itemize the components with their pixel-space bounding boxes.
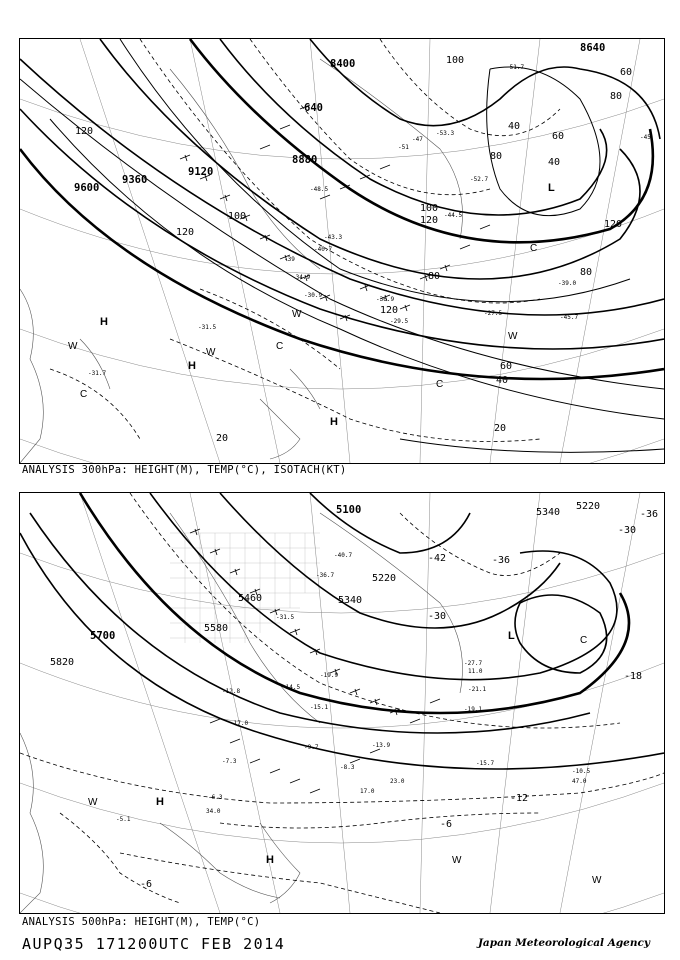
- isotach-label: 120: [420, 215, 439, 226]
- isotach-label: 20: [494, 423, 507, 434]
- station-temp: -43.3: [324, 234, 343, 241]
- height-label-5700: 5700: [90, 630, 116, 642]
- station-temp: -14.5: [282, 684, 301, 691]
- chart-code: AUPQ35 171200UTC FEB 2014: [22, 935, 286, 953]
- station-temp: -13.9: [372, 742, 391, 749]
- station-temp: -36.7: [316, 572, 335, 579]
- height-label-5100: 5100: [336, 504, 362, 516]
- isotach-label: 120: [380, 305, 399, 316]
- temp-label: -36: [492, 555, 511, 566]
- isotach-label: 80: [490, 151, 503, 162]
- high-center: H: [266, 854, 274, 866]
- station-temp: -15.7: [476, 760, 495, 767]
- chart-300hpa-map: [20, 39, 664, 463]
- wind-barbs: [190, 529, 440, 793]
- chart-300hpa-caption: ANALYSIS 300hPa: HEIGHT(M), TEMP(°C), ISOTACH(KT): [22, 464, 347, 476]
- temp-label: -6: [440, 819, 453, 830]
- height-label-5580: 5580: [204, 623, 229, 634]
- height-label-9600: 9600: [74, 182, 100, 194]
- height-contours: [20, 39, 664, 379]
- station-temp: -40.7: [314, 246, 333, 253]
- height-label-9120: 9120: [188, 166, 214, 178]
- coastline: [20, 59, 463, 463]
- station-temp: -40.7: [334, 552, 353, 559]
- station-temp: -15.1: [310, 704, 329, 711]
- station-temp: -30.9: [304, 292, 323, 299]
- cold-marker: C: [80, 389, 88, 400]
- station-temp: -6.3: [208, 794, 223, 801]
- isotach-label: 60: [620, 67, 633, 78]
- station-temp: 23.0: [390, 778, 405, 785]
- station-temp: 17.0: [360, 788, 375, 795]
- isotach-label: 100: [228, 211, 247, 222]
- station-temp: -48.5: [310, 186, 329, 193]
- chart-300hpa: [19, 38, 665, 464]
- cold-marker: C: [436, 379, 444, 390]
- warm-marker: W: [68, 341, 78, 352]
- temp-label: -36: [640, 509, 659, 520]
- station-temp: -45.7: [560, 314, 579, 321]
- warm-marker: W: [508, 331, 518, 342]
- station-temp: -31.5: [198, 324, 217, 331]
- high-center: H: [156, 796, 164, 808]
- station-temp: -19.9: [320, 672, 339, 679]
- station-temp: -51: [398, 144, 409, 151]
- chart-500hpa: [19, 492, 665, 914]
- station-temp: -31.5: [276, 614, 295, 621]
- cold-marker: C: [276, 341, 284, 352]
- chart-500hpa-caption: ANALYSIS 500hPa: HEIGHT(M), TEMP(°C): [22, 916, 261, 928]
- station-temp: -39: [284, 256, 295, 263]
- temp-label: -42: [428, 553, 447, 564]
- station-temp: -12.8: [222, 688, 241, 695]
- station-temp: -19.1: [464, 706, 483, 713]
- isotach-label: 80: [428, 271, 441, 282]
- isotach-label: 80: [580, 267, 593, 278]
- station-temp: 34.0: [206, 808, 221, 815]
- station-temp: -10.5: [572, 768, 591, 775]
- warm-marker: W: [292, 309, 302, 320]
- station-temp: -44.5: [444, 212, 463, 219]
- cold-marker: C: [530, 243, 538, 254]
- temp-label: -6: [140, 879, 153, 890]
- station-temp: -5.1: [116, 816, 131, 823]
- warm-marker: W: [88, 797, 98, 808]
- station-temp: -9.7: [304, 744, 319, 751]
- isotach-label: 80: [610, 91, 623, 102]
- height-label-5340: 5340: [338, 595, 363, 606]
- warm-marker: W: [206, 347, 216, 358]
- isotach-label: 100: [446, 55, 465, 66]
- warm-marker: W: [592, 875, 602, 886]
- station-temp: -45: [640, 134, 651, 141]
- station-temp: -21.1: [468, 686, 487, 693]
- isotach-label: 100: [420, 203, 439, 214]
- station-temp: -8.3: [340, 764, 355, 771]
- station-temp: -39.0: [558, 280, 577, 287]
- station-temp: -27.7: [464, 660, 483, 667]
- graticule: [20, 39, 664, 463]
- station-temp: -17.0: [230, 720, 249, 727]
- height-label-8880: 8880: [292, 154, 318, 166]
- height-label-9360: 9360: [122, 174, 148, 186]
- isotach-label: 40: [508, 121, 521, 132]
- station-temp: -29.5: [390, 318, 409, 325]
- height-contours: [20, 493, 664, 769]
- isotach-label: 40: [548, 157, 561, 168]
- low-center: L: [548, 182, 555, 194]
- isotach-label: 120: [176, 227, 195, 238]
- chart-500hpa-map: [20, 493, 664, 913]
- height-label-8400: 8400: [330, 58, 356, 70]
- isotach-label: 40: [496, 375, 509, 386]
- isotach-label: 120: [75, 126, 94, 137]
- height-label-5820: 5820: [50, 657, 75, 668]
- cold-marker: C: [580, 635, 588, 646]
- isotach-label: 60: [500, 361, 513, 372]
- height-label-8640: 8640: [580, 42, 606, 54]
- high-center: H: [100, 316, 108, 328]
- temp-label: -30: [428, 611, 447, 622]
- low-center: L: [508, 630, 515, 642]
- station-temp: -53.3: [436, 130, 455, 137]
- station-temp: -31.7: [88, 370, 107, 377]
- station-temp: 47.0: [572, 778, 587, 785]
- temp-label: -18: [624, 671, 643, 682]
- temp-label: -30: [618, 525, 637, 536]
- station-temp: -7.3: [222, 758, 237, 765]
- station-temp: -36.9: [376, 296, 395, 303]
- isotachs: [20, 39, 664, 452]
- height-label-5340: 5340: [536, 507, 561, 518]
- station-temp: -51.7: [506, 64, 525, 71]
- isotach-label: 60: [552, 131, 565, 142]
- high-center: H: [188, 360, 196, 372]
- station-temp: -47: [412, 136, 423, 143]
- high-center: H: [330, 416, 338, 428]
- isotach-label: 120: [604, 219, 623, 230]
- height-label-5460: 5460: [238, 593, 263, 604]
- station-temp: 11.0: [468, 668, 483, 675]
- temp-label: -12: [510, 793, 529, 804]
- height-label-5220: 5220: [576, 501, 601, 512]
- isotach-label: 20: [216, 433, 229, 444]
- warm-marker: W: [452, 855, 462, 866]
- height-label-5220: 5220: [372, 573, 397, 584]
- station-temp: -52.7: [470, 176, 489, 183]
- station-temp: -34.9: [292, 274, 311, 281]
- height-label-640: 640: [304, 102, 323, 114]
- agency-name: Japan Meteorological Agency: [477, 937, 650, 949]
- station-temp: -27.5: [484, 310, 503, 317]
